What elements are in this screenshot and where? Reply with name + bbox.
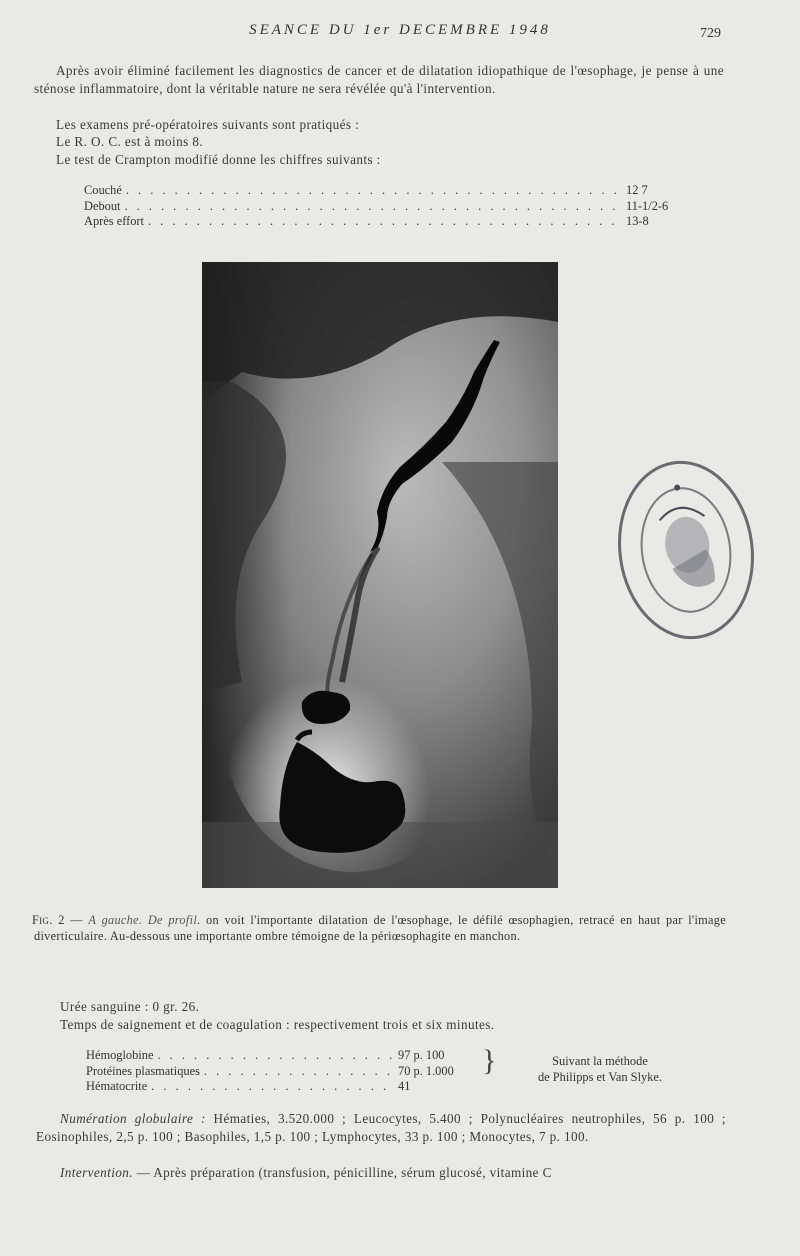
leader-dots	[204, 1064, 394, 1080]
stamp-seal-icon	[614, 457, 758, 643]
intervention-text: — Après préparation (transfusion, pénicilline, sérum glucosé, vitamine C	[132, 1165, 552, 1180]
leader-dots	[124, 199, 622, 215]
intervention-label: Intervention.	[60, 1165, 133, 1180]
page-number: 729	[700, 26, 721, 41]
roc-line: Le R. O. C. est à moins 8.	[56, 134, 204, 149]
caption-italic: A gauche. De profil	[88, 913, 198, 927]
numeration-label: Numération globulaire :	[60, 1111, 206, 1126]
crampton-row	[84, 183, 680, 199]
xray-figure	[202, 262, 558, 888]
lab-row-label: Protéines plasmatiques	[86, 1063, 200, 1078]
uree-line: Urée sanguine : 0 gr. 26.	[60, 999, 200, 1014]
crampton-row	[84, 199, 680, 215]
leader-dots	[151, 1079, 394, 1095]
crampton-row-value: 11-1/2-6	[626, 198, 669, 213]
numeration-text: Hématies, 3.520.000 ; Leucocytes, 5.400 ; Polynucléaires neutrophiles, 56 p. 100 ; Eosinophiles, 2,5 p. 100 ; Basophiles, 1,5 p. 100 ; Lymphocytes, 33 p. 100 ; Monocytes, 7 p. 100.	[36, 1111, 726, 1144]
crampton-row-value: 13-8	[626, 214, 649, 228]
lab-row-value: 41	[398, 1079, 411, 1093]
method-note	[500, 1054, 700, 1085]
xray-image	[202, 262, 558, 888]
method-line-1: Suivant la méthode	[552, 1054, 648, 1068]
lab-row	[86, 1064, 478, 1080]
caption-text: . on voit l'importante dilatation de l'œsophage, le défilé œsophagien, retracé en haut par l'image diverticulaire. Au-dessous une importante ombre témoigne de la périœsophagite en manchon.	[34, 913, 726, 943]
caption-dash: —	[64, 913, 89, 927]
intervention-paragraph	[36, 1164, 726, 1182]
crampton-table	[84, 183, 680, 230]
lab-row	[86, 1048, 478, 1064]
crampton-row-label: Debout	[84, 198, 121, 213]
intro-paragraph: Après avoir éliminé facilement les diagnostics de cancer et de dilatation idiopathique de l'œsophage, je pense à une sténose inflammatoire, dont la véritable nature ne sera révélée qu'à l'intervention.	[34, 63, 724, 96]
lab-row-value: 70 p. 1.000	[398, 1063, 454, 1078]
lab-row-label: Hémoglobine	[86, 1048, 154, 1062]
crampton-line: Le test de Crampton modifié donne les chiffres suivants :	[56, 152, 381, 167]
numeration-paragraph	[36, 1110, 726, 1145]
lab-row-label: Hématocrite	[86, 1079, 148, 1093]
figure-caption	[34, 912, 726, 944]
leader-dots	[126, 183, 622, 199]
lab-table	[86, 1048, 478, 1095]
figure-label: Fig. 2	[32, 913, 65, 927]
crampton-row	[84, 214, 680, 230]
library-stamp	[614, 457, 758, 643]
lab-row	[86, 1079, 478, 1095]
running-head: SEANCE DU 1er DECEMBRE 1948	[249, 22, 551, 38]
temps-line: Temps de saignement et de coagulation : respectivement trois et six minutes.	[60, 1017, 495, 1032]
leader-dots	[148, 214, 622, 230]
crampton-row-value: 12 7	[626, 183, 648, 197]
lab-row-value: 97 p. 100	[398, 1048, 445, 1062]
leader-dots	[157, 1048, 394, 1064]
method-line-2: de Philipps et Van Slyke.	[537, 1069, 663, 1084]
brace-icon: }	[482, 1044, 497, 1077]
exams-line: Les examens pré-opératoires suivants sont pratiqués :	[56, 117, 360, 132]
crampton-row-label: Après effort	[84, 214, 144, 228]
crampton-row-label: Couché	[84, 183, 122, 197]
